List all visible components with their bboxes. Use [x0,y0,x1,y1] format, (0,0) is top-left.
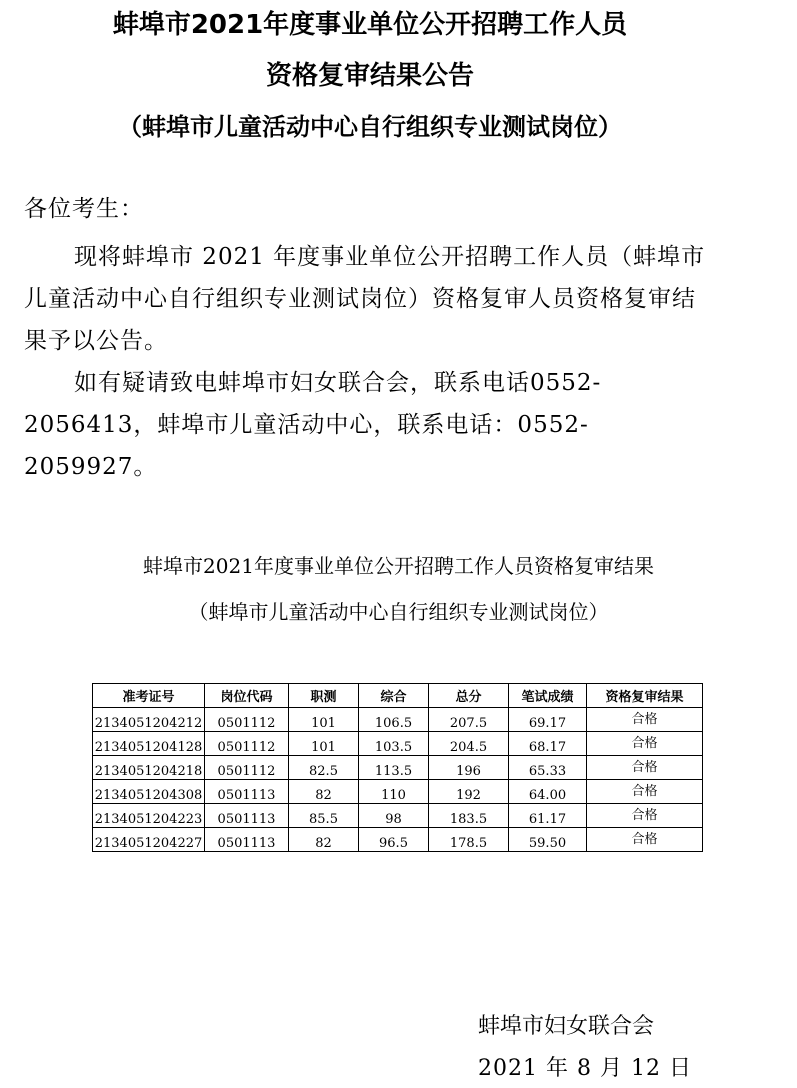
notice-title-line-1: 蚌埠市2021年度事业单位公开招聘工作人员 [112,10,628,40]
cell-total-score: 192 [429,780,509,804]
cell-general-score: 113.5 [359,756,429,780]
cell-review-result: 合格 [587,756,703,780]
cell-exam-number: 2134051204128 [93,732,205,756]
header-total-score: 总分 [429,684,509,708]
cell-general-score: 103.5 [359,732,429,756]
header-exam-number: 准考证号 [93,684,205,708]
cell-written-score: 68.17 [509,732,587,756]
cell-general-score: 96.5 [359,828,429,852]
table-row [93,804,703,828]
body-paragraph-announcement: 现将蚌埠市 2021 年度事业单位公开招聘工作人员（蚌埠市儿童活动中心自行组织专业测试岗位）资格复审人员资格复审结果予以公告。 [24,244,706,354]
table-row [93,732,703,756]
results-table [92,683,703,852]
cell-general-score: 110 [359,780,429,804]
cell-position-code: 0501113 [205,780,289,804]
cell-exam-number: 2134051204212 [93,708,205,732]
cell-written-score: 59.50 [509,828,587,852]
header-review-result: 资格复审结果 [587,684,703,708]
cell-general-score: 106.5 [359,708,429,732]
table-subtitle: （蚌埠市儿童活动中心自行组织专业测试岗位） [188,600,609,624]
cell-aptitude-score: 82 [289,828,359,852]
cell-review-result: 合格 [587,828,703,852]
notice-subtitle: （蚌埠市儿童活动中心自行组织专业测试岗位） [118,113,622,141]
cell-aptitude-score: 101 [289,732,359,756]
cell-position-code: 0501112 [205,732,289,756]
table-row [93,708,703,732]
header-general-score: 综合 [359,684,429,708]
table-row [93,756,703,780]
table-row [93,828,703,852]
cell-general-score: 98 [359,804,429,828]
header-written-score: 笔试成绩 [509,684,587,708]
cell-written-score: 65.33 [509,756,587,780]
cell-aptitude-score: 82 [289,780,359,804]
signature-date: 2021 年 8 月 12 日 [478,1056,692,1081]
table-title: 蚌埠市2021年度事业单位公开招聘工作人员资格复审结果 [143,554,654,578]
cell-position-code: 0501113 [205,828,289,852]
cell-aptitude-score: 101 [289,708,359,732]
cell-total-score: 204.5 [429,732,509,756]
cell-exam-number: 2134051204223 [93,804,205,828]
cell-aptitude-score: 85.5 [289,804,359,828]
cell-review-result: 合格 [587,804,703,828]
salutation: 各位考生： [24,196,144,222]
cell-position-code: 0501113 [205,804,289,828]
cell-written-score: 69.17 [509,708,587,732]
notice-title-line-2: 资格复审结果公告 [265,61,474,91]
cell-position-code: 0501112 [205,708,289,732]
header-aptitude-score: 职测 [289,684,359,708]
cell-total-score: 207.5 [429,708,509,732]
header-position-code: 岗位代码 [205,684,289,708]
cell-exam-number: 2134051204308 [93,780,205,804]
cell-review-result: 合格 [587,780,703,804]
cell-total-score: 183.5 [429,804,509,828]
body-paragraph-contact: 如有疑请致电蚌埠市妇女联合会，联系电话0552-2056413，蚌埠市儿童活动中心，联系电话：0552-2059927。 [24,370,602,480]
cell-exam-number: 2134051204218 [93,756,205,780]
cell-aptitude-score: 82.5 [289,756,359,780]
cell-written-score: 64.00 [509,780,587,804]
table-header-row [93,684,703,708]
cell-total-score: 178.5 [429,828,509,852]
cell-written-score: 61.17 [509,804,587,828]
cell-review-result: 合格 [587,708,703,732]
cell-total-score: 196 [429,756,509,780]
signature-organization: 蚌埠市妇女联合会 [478,1014,655,1039]
cell-exam-number: 2134051204227 [93,828,205,852]
table-row [93,780,703,804]
cell-review-result: 合格 [587,732,703,756]
cell-position-code: 0501112 [205,756,289,780]
